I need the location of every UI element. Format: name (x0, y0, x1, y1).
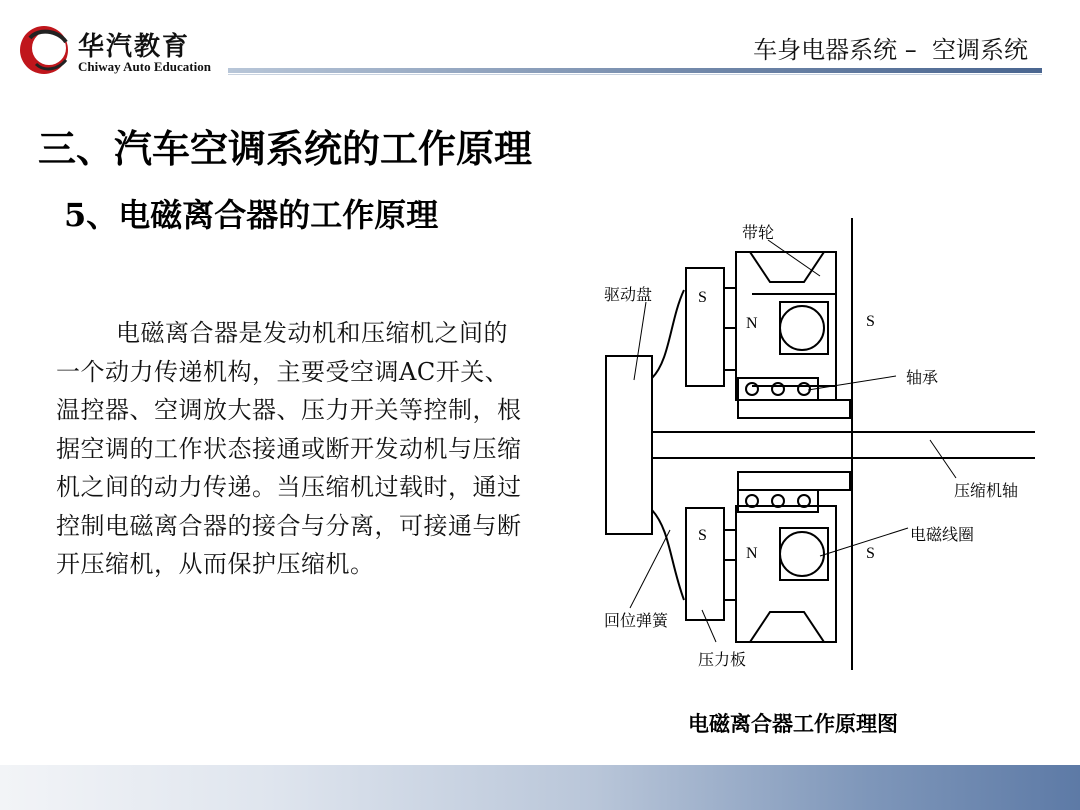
logo (18, 24, 228, 76)
header-title: 车身电器系统 – 空调系统 (753, 36, 1028, 64)
label-pressure-plate: 压力板 (698, 650, 747, 669)
label-drive-plate: 驱动盘 (604, 285, 653, 304)
svg-text:N: N (746, 315, 758, 332)
body-paragraph: 电磁离合器是发动机和压缩机之间的一个动力传递机构，主要受空调AC开关、温控器、空调放大器、压力开关等控制，根据空调的工作状态接通或断开发动机与压缩机之间的动力传递。当压缩机过载时，通过控制电磁离合器的接合与分离，可接通与断开压缩机，从而保护压缩机。 (56, 319, 522, 578)
footer-band (0, 765, 1080, 810)
svg-text:S: S (698, 527, 707, 544)
svg-text:S: S (866, 313, 875, 330)
section-title: 5、电磁离合器的工作原理 (64, 196, 439, 234)
svg-text:S: S (698, 289, 707, 306)
label-coil: 电磁线圈 (910, 525, 975, 544)
svg-text:S: S (866, 545, 875, 562)
label-return-spring: 回位弹簧 (604, 611, 669, 630)
logo-text-en: Chiway Auto Education (78, 59, 211, 74)
logo-mark-icon (18, 24, 72, 76)
clutch-diagram (590, 210, 1040, 680)
logo-text-cn: 华汽教育 (78, 32, 191, 62)
header-divider-thin (228, 74, 1042, 75)
svg-text:N: N (746, 545, 758, 562)
label-bearing: 轴承 (906, 368, 939, 387)
header (0, 0, 1080, 80)
label-compressor-shaft: 压缩机轴 (954, 481, 1019, 500)
page-title: 三、汽车空调系统的工作原理 (38, 126, 533, 171)
figure-caption: 电磁离合器工作原理图 (688, 712, 898, 736)
label-pulley: 带轮 (742, 223, 775, 242)
header-divider (228, 68, 1042, 73)
